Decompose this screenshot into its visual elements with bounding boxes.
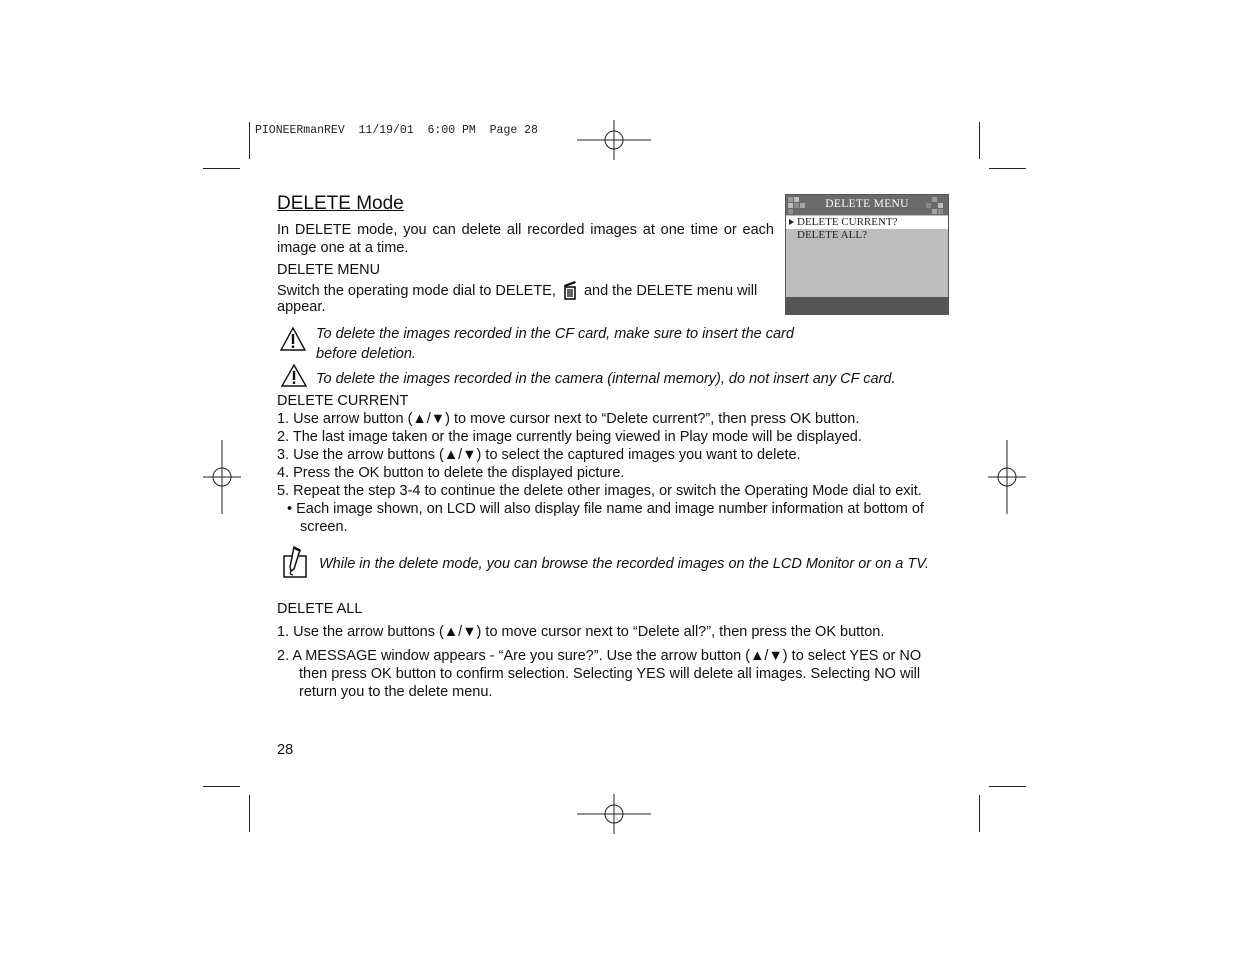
delete-menu-text-b: and the DELETE menu will (583, 283, 758, 299)
delete-current-step-3: 3. Use the arrow buttons (▲/▼) to select the captured images you want to delete. (277, 447, 801, 463)
lcd-item-delete-all: DELETE ALL? (797, 229, 867, 241)
delete-all-step-2-line-2: then press OK button to confirm selection. Selecting YES will delete all images. Selecting NO will (299, 666, 921, 682)
caution-2: To delete the images recorded in the camera (internal memory), do not insert any CF card. (316, 371, 896, 387)
cursor-arrow-icon (789, 219, 794, 225)
delete-all-step-2-line-1: 2. A MESSAGE window appears - “Are you sure?”. Use the arrow button (▲/▼) to select YES or NO (277, 648, 922, 664)
note-text: While in the delete mode, you can browse the recorded images on the LCD Monitor or on a TV. (319, 556, 929, 572)
caution-1 (316, 324, 794, 364)
delete-current-step-4: 4. Press the OK button to delete the displayed picture. (277, 465, 625, 481)
page-number: 28 (277, 742, 294, 758)
lcd-item-delete-current: DELETE CURRENT? (797, 216, 898, 228)
delete-current-heading: DELETE CURRENT (277, 393, 409, 409)
intro-line-1: In DELETE mode, you can delete all recorded images at one time or each (277, 222, 774, 238)
lcd-screen (785, 194, 949, 315)
lcd-status-bar (786, 297, 948, 314)
delete-all-step-2-line-3: return you to the delete menu. (299, 684, 493, 700)
delete-current-bullet-line-2: screen. (300, 519, 348, 535)
note-pencil-icon (280, 545, 310, 579)
delete-menu-paragraph (277, 280, 757, 300)
lcd-title: DELETE MENU (825, 198, 909, 210)
intro-paragraph (277, 221, 774, 257)
delete-menu-heading: DELETE MENU (277, 262, 381, 278)
caution-1-line-1: To delete the images recorded in the CF card, make sure to insert the card (316, 326, 794, 342)
page-title: DELETE Mode (277, 193, 404, 214)
delete-all-heading: DELETE ALL (277, 601, 363, 617)
caution-icon (280, 364, 308, 388)
trash-icon (562, 280, 578, 300)
delete-current-step-5: 5. Repeat the step 3-4 to continue the delete other images, or switch the Operating Mode dial to exit. (277, 483, 922, 499)
delete-current-step-1: 1. Use arrow button (▲/▼) to move cursor next to “Delete current?”, then press OK button. (277, 411, 860, 427)
print-slug: PIONEERmanREV 11/19/01 6:00 PM Page 28 (255, 124, 538, 137)
delete-menu-text-a: Switch the operating mode dial to DELETE, (277, 283, 556, 299)
delete-current-step-2: 2. The last image taken or the image currently being viewed in Play mode will be displayed. (277, 429, 862, 445)
caution-icon (279, 326, 307, 352)
delete-all-step-1: 1. Use the arrow buttons (▲/▼) to move cursor next to “Delete all?”, then press the OK button. (277, 624, 885, 640)
delete-menu-text-c: appear. (277, 299, 326, 315)
caution-1-line-2: before deletion. (316, 346, 416, 362)
intro-line-2: image one at a time. (277, 240, 409, 256)
delete-current-bullet-line-1: • Each image shown, on LCD will also display file name and image number information at bottom of (287, 501, 924, 517)
lcd-title-bar (786, 195, 948, 215)
